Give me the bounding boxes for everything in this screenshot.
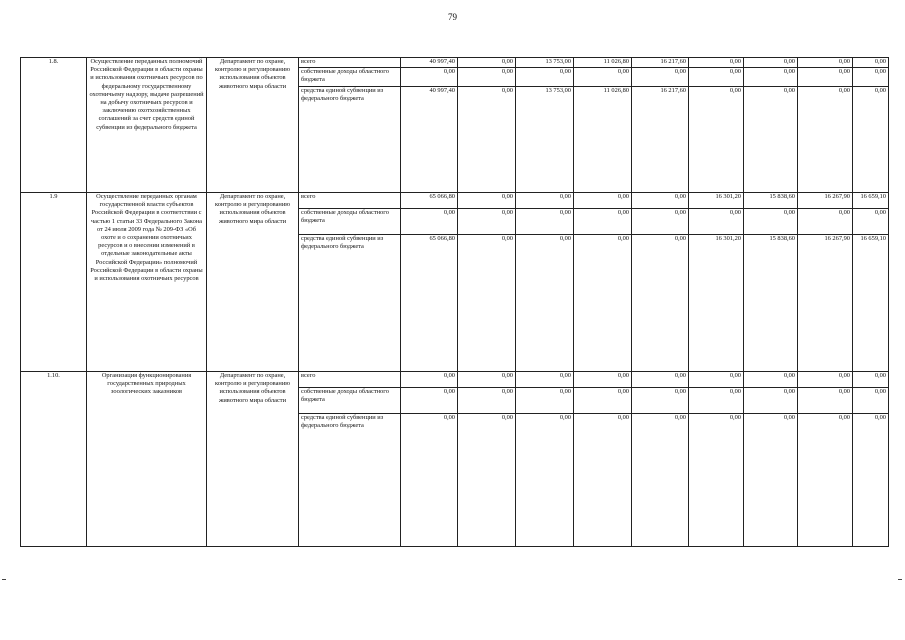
amount-cell: 0,00	[458, 388, 516, 414]
activity-name: Осуществление переданных полномочий Российской Федерации в области охраны и использования охотничьих ресурсов по федеральному государственному охотничьему надзору, выдаче разрешений на добычу охотничьих ресурсов и заключению охотхозяйственных соглашений за счет средств единой субвенции из федерального бюджета	[87, 58, 207, 193]
amount-cell: 0,00	[744, 58, 798, 68]
executor: Департамент по охране, контролю и регулированию использования объектов животного мира области	[207, 193, 299, 372]
amount-cell: 0,00	[632, 372, 689, 388]
amount-cell: 0,00	[632, 209, 689, 235]
funding-source: всего	[299, 372, 401, 388]
amount-cell: 0,00	[516, 235, 574, 372]
amount-cell: 0,00	[574, 372, 632, 388]
amount-cell: 0,00	[853, 87, 889, 193]
amount-cell: 0,00	[744, 372, 798, 388]
amount-cell: 0,00	[632, 193, 689, 209]
amount-cell: 0,00	[458, 58, 516, 68]
amount-cell: 16 659,10	[853, 235, 889, 372]
amount-cell: 16 217,60	[632, 58, 689, 68]
amount-cell: 0,00	[689, 414, 744, 547]
amount-cell: 0,00	[458, 235, 516, 372]
amount-cell: 0,00	[689, 372, 744, 388]
amount-cell: 40 997,40	[401, 87, 458, 193]
amount-cell: 0,00	[853, 209, 889, 235]
amount-cell: 0,00	[458, 68, 516, 87]
amount-cell: 0,00	[689, 68, 744, 87]
edge-mark	[2, 579, 6, 580]
amount-cell: 0,00	[798, 372, 853, 388]
amount-cell: 0,00	[744, 209, 798, 235]
amount-cell: 65 066,80	[401, 235, 458, 372]
amount-cell: 0,00	[458, 372, 516, 388]
amount-cell: 16 267,90	[798, 193, 853, 209]
amount-cell: 0,00	[798, 414, 853, 547]
row-number: 1.9	[21, 193, 87, 372]
amount-cell: 0,00	[798, 388, 853, 414]
budget-table	[20, 57, 889, 547]
amount-cell: 0,00	[458, 414, 516, 547]
amount-cell: 65 066,80	[401, 193, 458, 209]
amount-cell: 0,00	[458, 193, 516, 209]
executor: Департамент по охране, контролю и регулированию использования объектов животного мира области	[207, 372, 299, 547]
amount-cell: 0,00	[574, 235, 632, 372]
amount-cell: 0,00	[632, 414, 689, 547]
amount-cell: 0,00	[516, 209, 574, 235]
amount-cell: 0,00	[632, 388, 689, 414]
amount-cell: 0,00	[798, 68, 853, 87]
amount-cell: 0,00	[853, 372, 889, 388]
amount-cell: 11 026,80	[574, 87, 632, 193]
amount-cell: 0,00	[744, 68, 798, 87]
table-row	[21, 58, 889, 68]
amount-cell: 0,00	[574, 209, 632, 235]
row-number: 1.8.	[21, 58, 87, 193]
amount-cell: 0,00	[401, 209, 458, 235]
funding-source: средства единой субвенции из федерального бюджета	[299, 235, 401, 372]
amount-cell: 0,00	[744, 87, 798, 193]
amount-cell: 0,00	[798, 209, 853, 235]
amount-cell: 0,00	[689, 209, 744, 235]
amount-cell: 0,00	[401, 388, 458, 414]
amount-cell: 0,00	[574, 68, 632, 87]
funding-source: собственные доходы областного бюджета	[299, 388, 401, 414]
amount-cell: 0,00	[853, 58, 889, 68]
amount-cell: 0,00	[516, 388, 574, 414]
row-number: 1.10.	[21, 372, 87, 547]
amount-cell: 15 838,60	[744, 193, 798, 209]
amount-cell: 0,00	[516, 372, 574, 388]
amount-cell: 0,00	[632, 68, 689, 87]
amount-cell: 16 267,90	[798, 235, 853, 372]
amount-cell: 0,00	[574, 193, 632, 209]
amount-cell: 0,00	[689, 58, 744, 68]
funding-source: всего	[299, 193, 401, 209]
page-number: 79	[448, 12, 457, 22]
amount-cell: 0,00	[798, 87, 853, 193]
amount-cell: 0,00	[574, 388, 632, 414]
executor: Департамент по охране, контролю и регулированию использования объектов животного мира области	[207, 58, 299, 193]
funding-source: средства единой субвенции из федерального бюджета	[299, 414, 401, 547]
amount-cell: 0,00	[632, 235, 689, 372]
table-row	[21, 372, 889, 388]
activity-name: Организация функционирования государственных природных зоологических заказников	[87, 372, 207, 547]
amount-cell: 16 659,10	[853, 193, 889, 209]
amount-cell: 0,00	[744, 414, 798, 547]
funding-source: всего	[299, 58, 401, 68]
amount-cell: 15 838,60	[744, 235, 798, 372]
amount-cell: 11 026,80	[574, 58, 632, 68]
amount-cell: 13 753,00	[516, 87, 574, 193]
amount-cell: 0,00	[853, 414, 889, 547]
funding-source: средства единой субвенции из федерального бюджета	[299, 87, 401, 193]
amount-cell: 0,00	[401, 414, 458, 547]
amount-cell: 0,00	[574, 414, 632, 547]
funding-source: собственные доходы областного бюджета	[299, 209, 401, 235]
amount-cell: 0,00	[798, 58, 853, 68]
amount-cell: 0,00	[401, 68, 458, 87]
activity-name: Осуществление переданных органам государственной власти субъектов Российской Федерации в соответствии с частью 1 статьи 33 Федерального Закона от 24 июля 2009 года № 209-ФЗ «Об охоте и о сохранении охотничьих ресурсов и о внесении изменений в отдельные законодательные акты Российской Федерации» полномочий Российской Федерации в области охраны и использования охотничьих ресурсов	[87, 193, 207, 372]
table-body	[21, 58, 889, 547]
table-row	[21, 193, 889, 209]
amount-cell: 16 301,20	[689, 193, 744, 209]
amount-cell: 0,00	[458, 87, 516, 193]
amount-cell: 0,00	[401, 372, 458, 388]
amount-cell: 0,00	[689, 388, 744, 414]
amount-cell: 0,00	[516, 68, 574, 87]
amount-cell: 0,00	[516, 193, 574, 209]
amount-cell: 0,00	[853, 68, 889, 87]
edge-mark	[898, 579, 902, 580]
amount-cell: 13 753,00	[516, 58, 574, 68]
amount-cell: 40 997,40	[401, 58, 458, 68]
amount-cell: 0,00	[516, 414, 574, 547]
amount-cell: 0,00	[853, 388, 889, 414]
amount-cell: 0,00	[689, 87, 744, 193]
amount-cell: 16 301,20	[689, 235, 744, 372]
amount-cell: 0,00	[744, 388, 798, 414]
amount-cell: 0,00	[458, 209, 516, 235]
amount-cell: 16 217,60	[632, 87, 689, 193]
funding-source: собственные доходы областного бюджета	[299, 68, 401, 87]
